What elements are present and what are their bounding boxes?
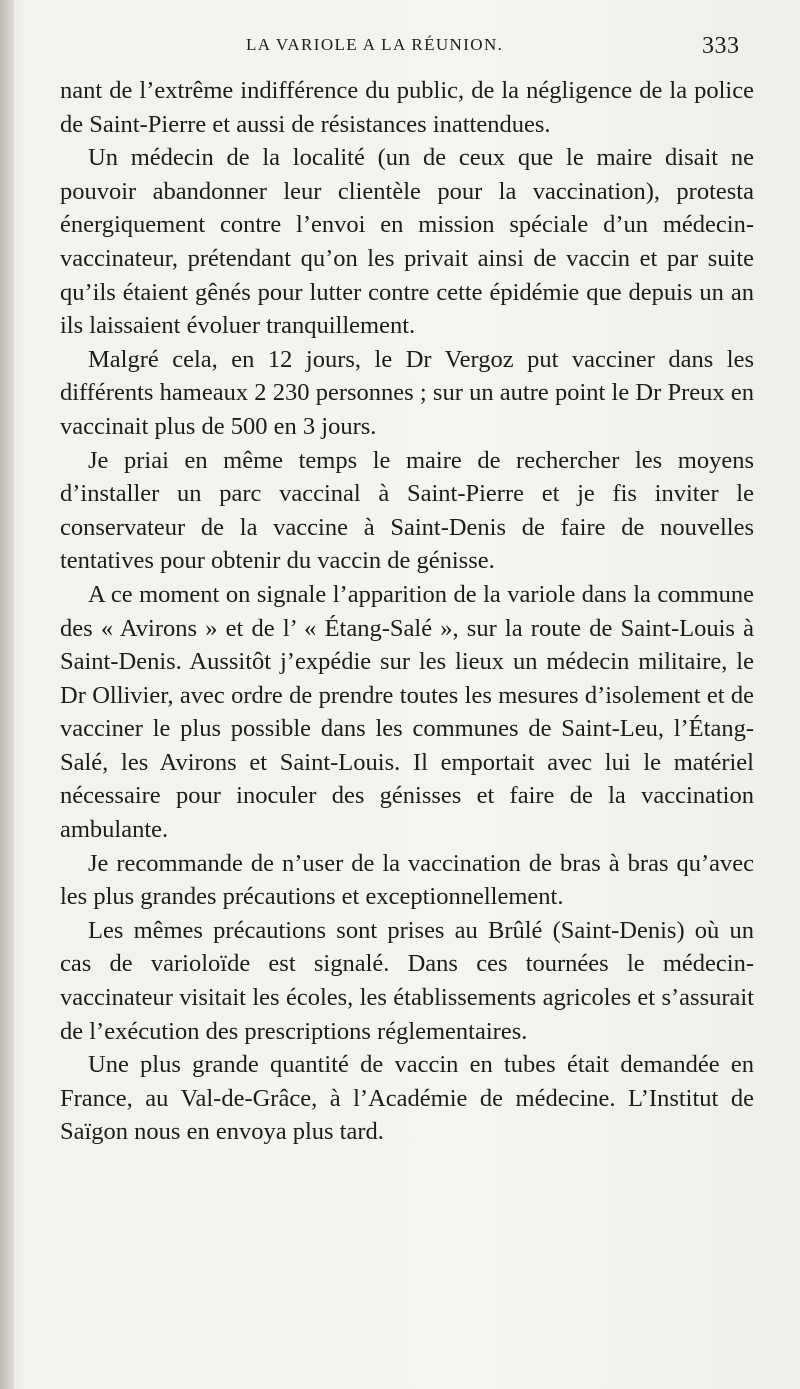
page-binding-edge <box>0 0 14 1389</box>
paragraph: Je recommande de n’user de la vaccination de bras à bras qu’avec les plus grandes précautions et exceptionnellement. <box>60 849 754 911</box>
paragraph: Un médecin de la localité (un de ceux que le maire disait ne pouvoir abandonner leur clientèle pour la vaccination), protesta énergiquement contre l’envoi en mission spéciale d’un médecin-vaccinateur, prétendant qu’on les privait ainsi de vaccin et par suite qu’ils étaient gênés pour lutter contre cette épidémie que depuis un an ils laissaient évoluer tranquillement. <box>60 144 754 340</box>
paragraph: A ce moment on signale l’apparition de la variole dans la commune des « Avirons » et de l’ « Étang-Salé », sur la route de Saint-Louis à Saint-Denis. Aussitôt j’expédie sur les lieux un médecin militaire, le Dr Ollivier, avec ordre de prendre toutes les mesures d’isolement et de vacciner le plus possible dans les communes de Saint-Leu, l’Étang-Salé, les Avirons et Saint-Louis. Il emportait avec lui le matériel nécessaire pour inoculer des génisses et faire de la vaccination ambulante. <box>60 580 754 844</box>
paragraph: Je priai en même temps le maire de rechercher les moyens d’installer un parc vaccinal à Saint-Pierre et je fis inviter le conservateur de la vaccine à Saint-Denis de faire de nouvelles tentatives pour obtenir du vaccin de génisse. <box>60 446 754 575</box>
body-text <box>60 74 754 1149</box>
paragraph: Les mêmes précautions sont prises au Brûlé (Saint-Denis) où un cas de varioloïde est signalé. Dans ces tournées le médecin-vaccinateur visitait les écoles, les établissements agricoles et s’assurait de l’exécution des prescriptions réglementaires. <box>60 916 754 1045</box>
page-header <box>0 33 800 63</box>
running-head: LA VARIOLE A LA RÉUNION. <box>246 35 504 54</box>
paragraph: Malgré cela, en 12 jours, le Dr Vergoz put vacciner dans les différents hameaux 2 230 personnes ; sur un autre point le Dr Preux en vaccinait plus de 500 en 3 jours. <box>60 345 754 440</box>
page-number: 333 <box>702 33 740 59</box>
paragraph: Une plus grande quantité de vaccin en tubes était demandée en France, au Val-de-Grâce, à l’Académie de médecine. L’Institut de Saïgon nous en envoya plus tard. <box>60 1051 754 1146</box>
paragraph-continuation: nant de l’extrême indifférence du public, de la négligence de la police de Saint-Pierre et aussi de résistances inattendues. <box>60 77 754 138</box>
